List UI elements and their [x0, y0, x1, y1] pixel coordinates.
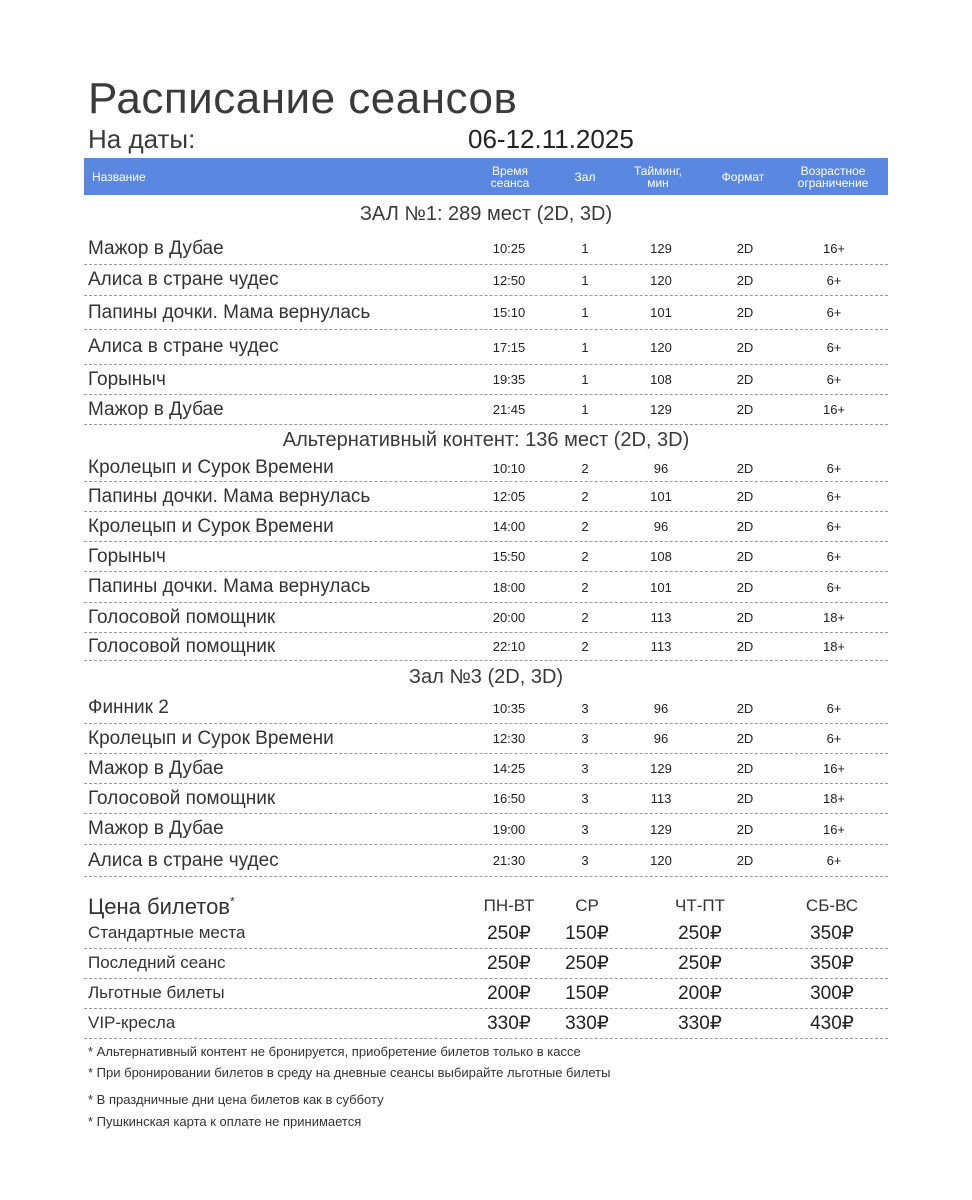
cell-age: 16+	[822, 241, 846, 256]
price-row	[84, 948, 888, 979]
cell-duration: 113	[650, 610, 672, 625]
cell-format: 2D	[736, 241, 754, 256]
cell-age: 6+	[826, 519, 842, 534]
cell-age: 6+	[826, 489, 842, 504]
table-row	[84, 365, 888, 395]
page-title: Расписание сеансов	[88, 74, 518, 123]
cell-hall: 3	[581, 791, 589, 806]
cell-format: 2D	[736, 489, 754, 504]
table-header	[84, 158, 888, 195]
price-row	[84, 978, 888, 1009]
cell-age: 6+	[826, 579, 842, 595]
cell-time: 12:05	[492, 489, 526, 504]
cell-duration: 108	[650, 549, 672, 564]
table-row	[84, 395, 888, 425]
price-row-label: VIP-кресла	[88, 1013, 176, 1032]
cell-time: 15:50	[492, 549, 526, 564]
cell-time: 19:35	[492, 372, 526, 387]
table-row	[84, 265, 888, 296]
price-value: 330₽	[487, 1012, 531, 1034]
cell-format: 2D	[736, 761, 754, 776]
cell-duration: 96	[653, 731, 669, 746]
movie-title: Мажор в Дубае	[88, 398, 224, 420]
cell-hall: 1	[581, 372, 589, 387]
cell-age: 16+	[822, 402, 846, 417]
price-value: 150₽	[565, 982, 609, 1004]
price-row-label: Последний сеанс	[88, 953, 226, 972]
cell-time: 12:50	[492, 272, 526, 288]
cell-age: 16+	[822, 761, 846, 776]
price-day-header: СР	[575, 896, 599, 915]
cell-time: 21:30	[492, 853, 526, 868]
table-row	[84, 572, 888, 603]
cell-age: 6+	[826, 372, 842, 387]
movie-title: Кролецып и Сурок Времени	[88, 727, 334, 749]
movie-title: Алиса в стране чудес	[88, 269, 279, 290]
cell-format: 2D	[736, 519, 754, 534]
price-row	[84, 918, 888, 949]
section-title: ЗАЛ №1: 289 мест (2D, 3D)	[359, 203, 613, 225]
price-value: 200₽	[678, 982, 722, 1004]
cell-duration: 129	[650, 402, 672, 417]
cell-age: 6+	[826, 272, 842, 288]
cell-format: 2D	[736, 549, 754, 564]
price-value: 250₽	[678, 922, 722, 944]
table-row	[84, 845, 888, 877]
cell-hall: 3	[581, 731, 589, 746]
cell-age: 6+	[826, 700, 842, 716]
cell-hall: 1	[581, 339, 589, 355]
movie-title: Папины дочки. Мама вернулась	[88, 485, 371, 507]
cell-time: 14:25	[492, 761, 526, 776]
table-row	[84, 633, 888, 661]
price-day-header: ПН-ВТ	[483, 896, 535, 915]
cell-hall: 2	[581, 549, 589, 564]
table-row	[84, 784, 888, 814]
movie-title: Папины дочки. Мама вернулась	[88, 301, 371, 323]
cell-time: 20:00	[492, 610, 526, 625]
cell-duration: 108	[650, 372, 672, 387]
cell-duration: 96	[653, 700, 669, 716]
column-header-format: Формат	[721, 169, 765, 184]
cell-duration: 120	[650, 272, 672, 288]
dates-value: 06-12.11.2025	[468, 124, 634, 154]
cell-format: 2D	[736, 272, 754, 288]
column-header-hall: Зал	[574, 169, 596, 184]
cell-age: 6+	[826, 339, 842, 355]
cell-duration: 101	[650, 579, 672, 595]
column-header-duration: Тайминг, мин	[634, 163, 682, 190]
cell-duration: 129	[650, 821, 672, 837]
cell-age: 16+	[822, 821, 846, 837]
cell-hall: 1	[581, 402, 589, 417]
table-row	[84, 233, 888, 265]
movie-title: Алиса в стране чудес	[88, 336, 279, 357]
cell-hall: 3	[581, 853, 589, 868]
cell-format: 2D	[736, 700, 754, 716]
cell-age: 18+	[822, 791, 846, 806]
cell-format: 2D	[736, 853, 754, 868]
table-row	[84, 330, 888, 365]
schedule-table	[84, 195, 888, 877]
cell-age: 6+	[826, 731, 842, 746]
cell-age: 18+	[822, 610, 846, 625]
footnote: * В праздничные дни цена билетов как в субботу	[88, 1092, 384, 1107]
cell-format: 2D	[736, 731, 754, 746]
cell-hall: 2	[581, 610, 589, 625]
cell-hall: 1	[581, 272, 589, 288]
movie-title: Голосовой помощник	[88, 635, 276, 657]
cell-hall: 2	[581, 460, 589, 476]
column-header-time: Время сеанса	[490, 163, 530, 190]
prices-title-text: Цена билетов	[88, 894, 230, 919]
cell-duration: 96	[653, 519, 669, 534]
price-value: 150₽	[565, 922, 609, 944]
table-row	[84, 296, 888, 330]
cell-time: 22:10	[492, 639, 526, 654]
price-value: 300₽	[810, 982, 854, 1004]
price-value: 250₽	[487, 952, 531, 974]
movie-title: Папины дочки. Мама вернулась	[88, 576, 371, 597]
cell-hall: 3	[581, 821, 589, 837]
movie-title: Кролецып и Сурок Времени	[88, 515, 334, 537]
price-value: 350₽	[810, 952, 854, 974]
cell-format: 2D	[736, 305, 754, 320]
table-row	[84, 512, 888, 542]
price-day-header: ЧТ-ПТ	[675, 896, 725, 915]
cell-duration: 96	[653, 460, 669, 476]
movie-title: Мажор в Дубае	[88, 237, 224, 259]
price-day-header: СБ-ВС	[805, 896, 859, 915]
price-row-label: Льготные билеты	[88, 983, 225, 1002]
cell-hall: 2	[581, 579, 589, 595]
cell-age: 6+	[826, 305, 842, 320]
cell-format: 2D	[736, 460, 754, 476]
cell-hall: 2	[581, 489, 589, 504]
movie-title: Голосовой помощник	[88, 787, 276, 809]
cell-time: 16:50	[492, 791, 526, 806]
movie-title: Финник 2	[88, 697, 169, 718]
cell-time: 15:10	[492, 305, 526, 320]
cell-format: 2D	[736, 579, 754, 595]
cell-duration: 101	[650, 489, 672, 504]
cell-duration: 120	[650, 853, 672, 868]
movie-title: Алиса в стране чудес	[88, 849, 279, 871]
footnote: * Пушкинская карта к оплате не принимается	[88, 1114, 362, 1129]
cell-hall: 1	[581, 305, 589, 320]
table-row	[84, 693, 888, 724]
movie-title: Горыныч	[88, 545, 166, 567]
price-value: 330₽	[565, 1012, 609, 1034]
cell-time: 10:35	[492, 700, 526, 716]
cell-duration: 120	[650, 339, 672, 355]
cell-duration: 129	[650, 761, 672, 776]
cell-duration: 113	[650, 639, 672, 654]
table-row	[84, 482, 888, 512]
cell-format: 2D	[736, 402, 754, 417]
cell-format: 2D	[736, 821, 754, 837]
price-value: 250₽	[565, 952, 609, 974]
cell-duration: 129	[650, 241, 672, 256]
prices-title-mark: *	[230, 894, 235, 909]
price-value: 250₽	[487, 922, 531, 944]
cell-hall: 2	[581, 639, 589, 654]
table-row	[84, 724, 888, 754]
section-title: Зал №3 (2D, 3D)	[408, 666, 564, 688]
price-value: 350₽	[810, 922, 854, 944]
movie-title: Горыныч	[88, 368, 166, 390]
price-value: 430₽	[810, 1012, 854, 1034]
cell-duration: 113	[650, 791, 672, 806]
table-row	[84, 603, 888, 633]
cell-hall: 3	[581, 700, 589, 716]
section-title: Альтернативный контент: 136 мест (2D, 3D)	[282, 429, 690, 451]
table-row	[84, 754, 888, 784]
price-row-label: Стандартные места	[88, 923, 246, 942]
movie-title: Мажор в Дубае	[88, 757, 224, 779]
table-row	[84, 455, 888, 482]
movie-title: Кролецып и Сурок Времени	[88, 457, 334, 478]
column-header-name: Название	[92, 169, 146, 184]
cell-age: 6+	[826, 460, 842, 476]
cell-format: 2D	[736, 339, 754, 355]
cell-time: 19:00	[492, 821, 526, 837]
cell-hall: 2	[581, 519, 589, 534]
cell-time: 10:10	[492, 460, 526, 476]
prices-title	[88, 894, 235, 920]
cell-age: 18+	[822, 639, 846, 654]
column-header-age: Возрастное ограничение	[797, 163, 869, 190]
cell-time: 14:00	[492, 519, 526, 534]
cell-hall: 1	[581, 241, 589, 256]
price-value: 200₽	[487, 982, 531, 1004]
price-value: 250₽	[678, 952, 722, 974]
movie-title: Мажор в Дубае	[88, 818, 224, 839]
cell-age: 6+	[826, 549, 842, 564]
cell-time: 10:25	[492, 241, 526, 256]
cell-duration: 101	[650, 305, 672, 320]
dates-label: На даты:	[88, 124, 196, 154]
cell-format: 2D	[736, 372, 754, 387]
cell-format: 2D	[736, 610, 754, 625]
cell-format: 2D	[736, 791, 754, 806]
footnote: * Альтернативный контент не бронируется, приобретение билетов только в кассе	[88, 1044, 581, 1059]
footnote: * При бронировании билетов в среду на дневные сеансы выбирайте льготные билеты	[88, 1065, 611, 1080]
cell-hall: 3	[581, 761, 589, 776]
table-row	[84, 814, 888, 845]
movie-title: Голосовой помощник	[88, 606, 276, 628]
cell-time: 21:45	[492, 402, 526, 417]
cell-age: 6+	[826, 853, 842, 868]
cell-time: 17:15	[492, 339, 526, 355]
table-row	[84, 542, 888, 572]
cell-time: 18:00	[492, 579, 526, 595]
cell-format: 2D	[736, 639, 754, 654]
cell-time: 12:30	[492, 731, 526, 746]
price-row	[84, 1008, 888, 1039]
price-value: 330₽	[678, 1012, 722, 1034]
